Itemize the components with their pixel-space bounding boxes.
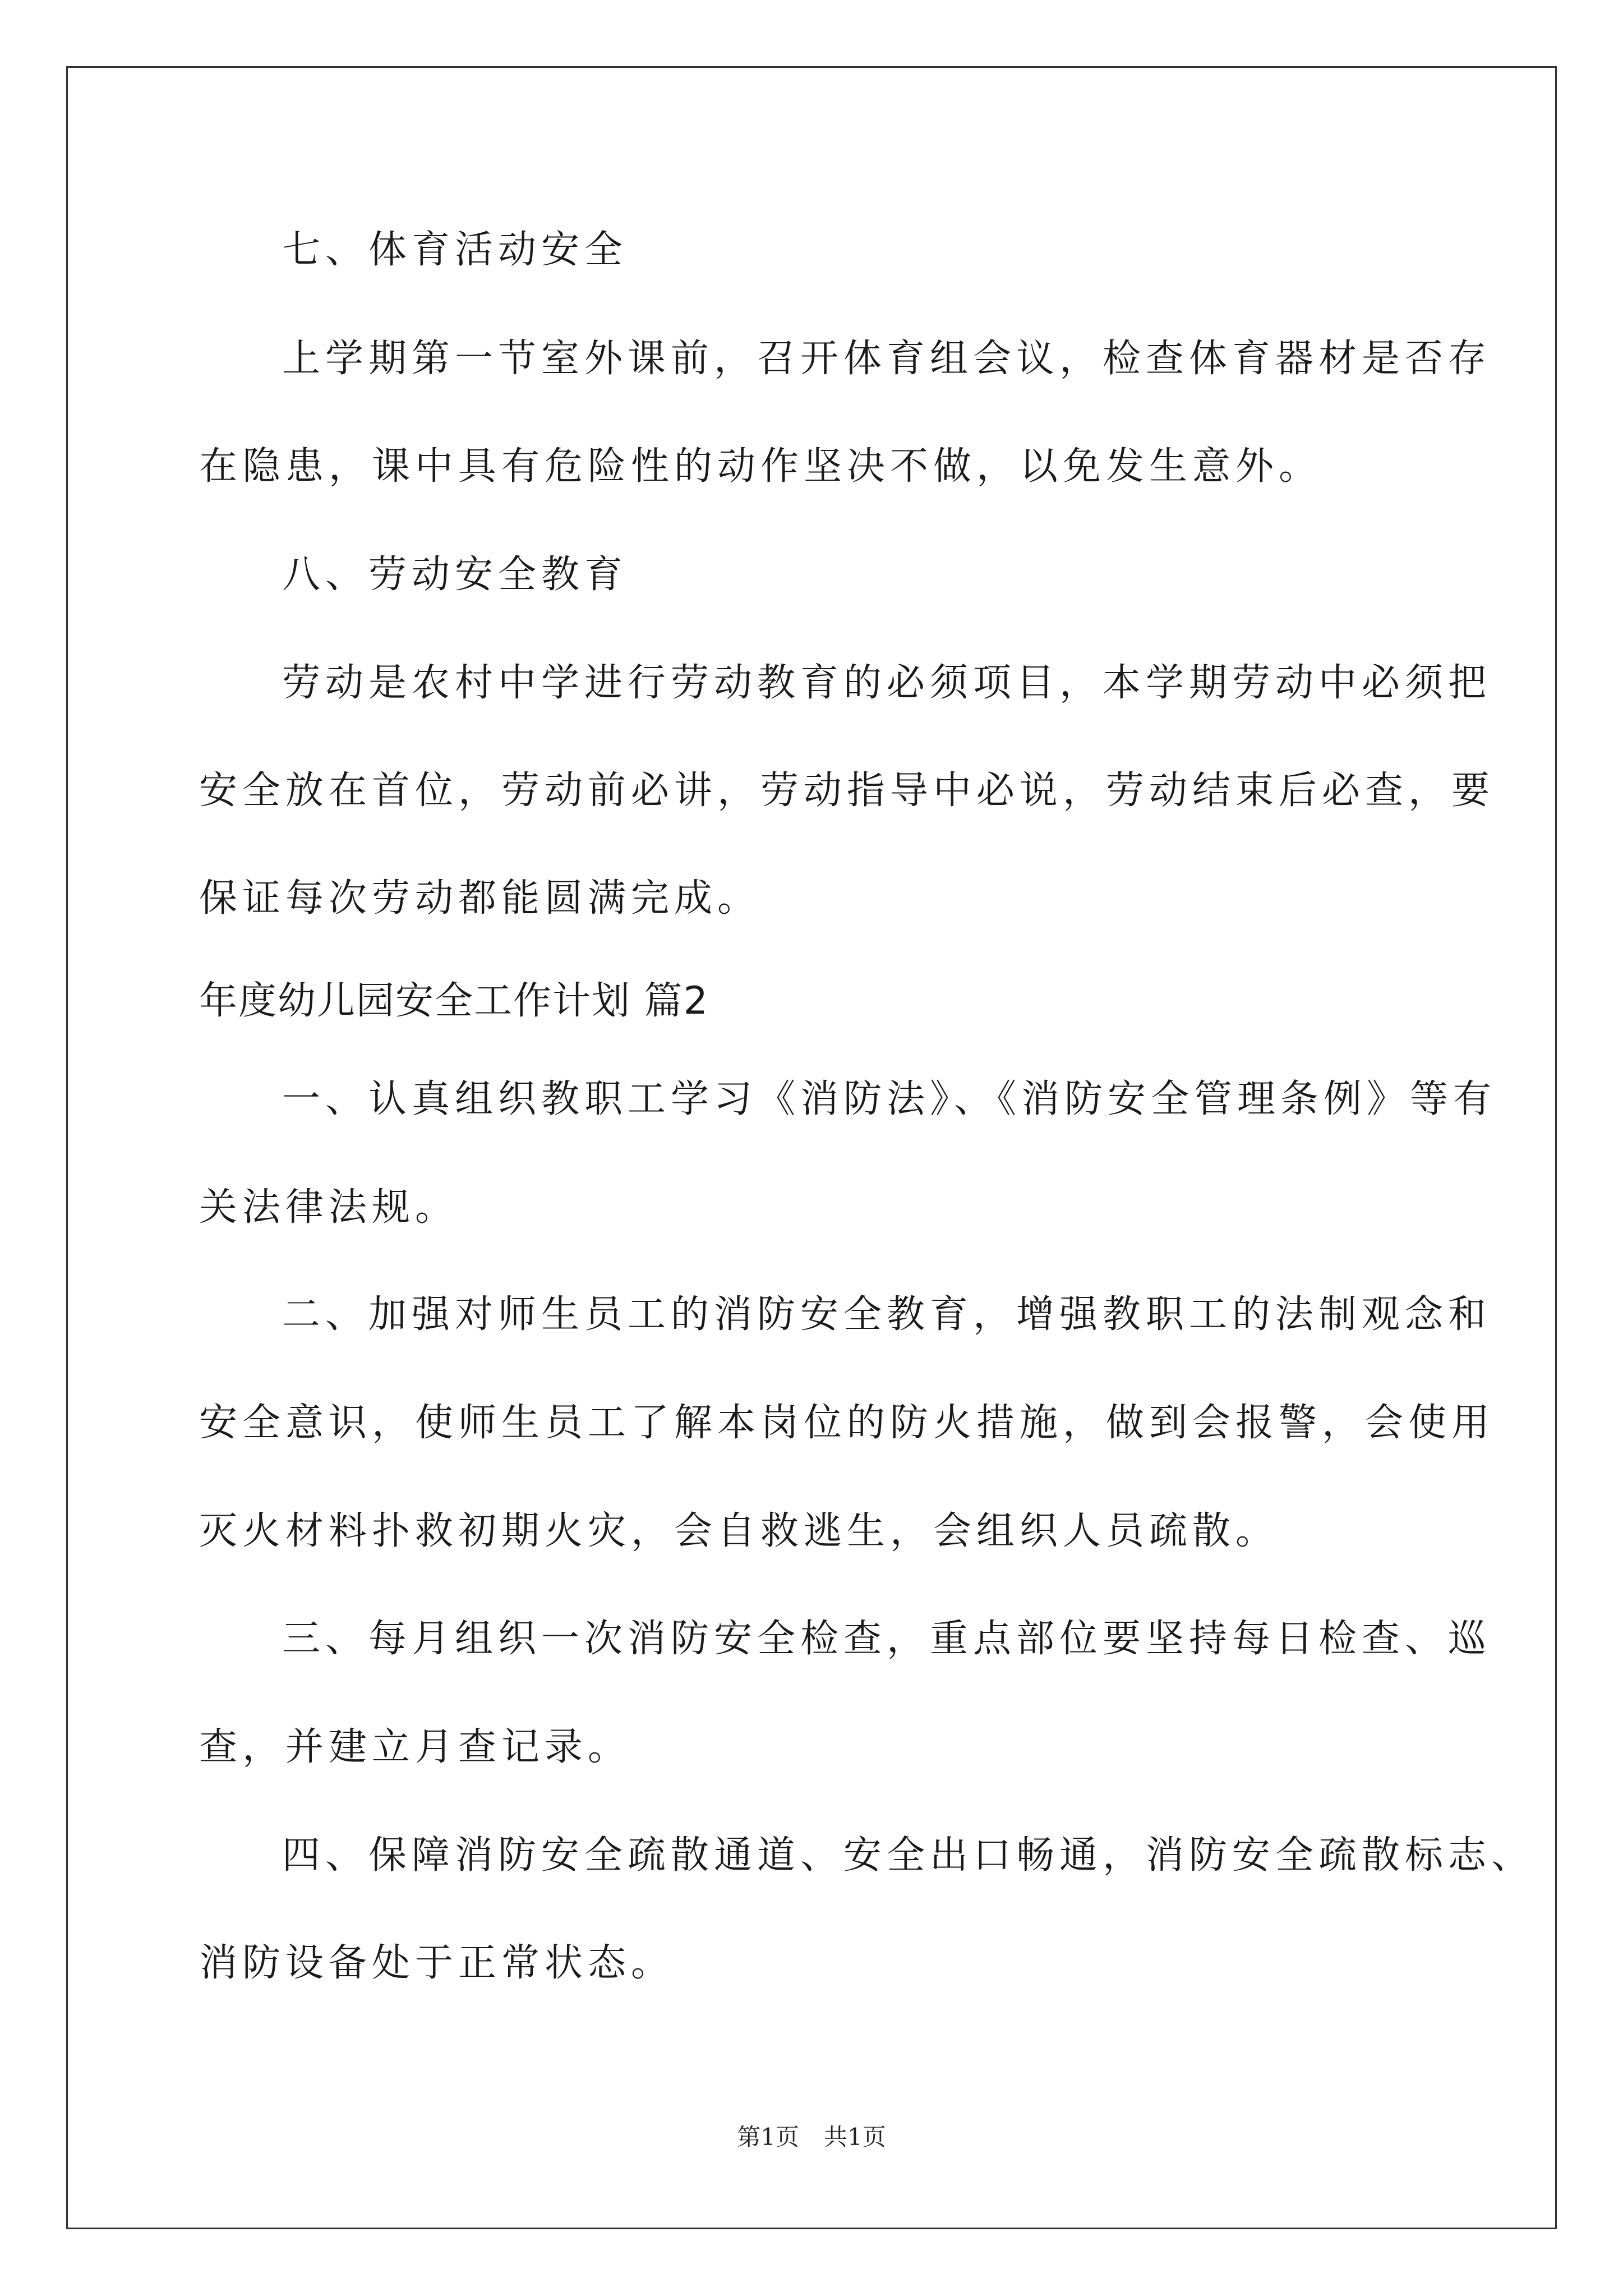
paragraph-line: 在隐患，课中具有危险性的动作坚决不做，以免发生意外。 xyxy=(199,444,1322,489)
article-title: 年度幼儿园安全工作计划 篇2 xyxy=(199,979,709,1023)
page-total: 共1页 xyxy=(824,2123,886,2151)
paragraph-line: 关法律法规。 xyxy=(199,1185,459,1230)
paragraph-line: 二、加强对师生员工的消防安全教育，增强教职工的法制观念和 xyxy=(282,1292,1492,1337)
paragraph-line: 安全放在首位，劳动前必讲，劳动指导中必说，劳动结束后必查，要 xyxy=(199,769,1495,813)
paragraph-line: 保证每次劳动都能圆满完成。 xyxy=(199,876,761,921)
paragraph-line: 四、保障消防安全疏散通道、安全出口畅通，消防安全疏散标志、 xyxy=(282,1833,1535,1878)
paragraph-line: 消防设备处于正常状态。 xyxy=(199,1941,675,1985)
paragraph-line: 查，并建立月查记录。 xyxy=(199,1725,631,1769)
section-heading-7: 七、体育活动安全 xyxy=(282,228,628,272)
page-footer xyxy=(0,2123,1623,2151)
paragraph-line: 灭火材料扑救初期火灾，会自救逃生，会组织人员疏散。 xyxy=(199,1509,1279,1553)
page-number: 第1页 xyxy=(737,2123,799,2151)
paragraph-line: 上学期第一节室外课前，召开体育组会议，检查体育器材是否存 xyxy=(282,337,1492,381)
page-border xyxy=(66,66,1557,2229)
section-heading-8: 八、劳动安全教育 xyxy=(282,553,628,597)
paragraph-line: 安全意识，使师生员工了解本岗位的防火措施，做到会报警，会使用 xyxy=(199,1401,1495,1445)
paragraph-line: 一、认真组织教职工学习《消防法》、《消防安全管理条例》等有 xyxy=(282,1077,1497,1121)
paragraph-line: 三、每月组织一次消防安全检查，重点部位要坚持每日检查、巡 xyxy=(282,1617,1492,1661)
paragraph-line: 劳动是农村中学进行劳动教育的必须项目，本学期劳动中必须把 xyxy=(282,661,1492,705)
